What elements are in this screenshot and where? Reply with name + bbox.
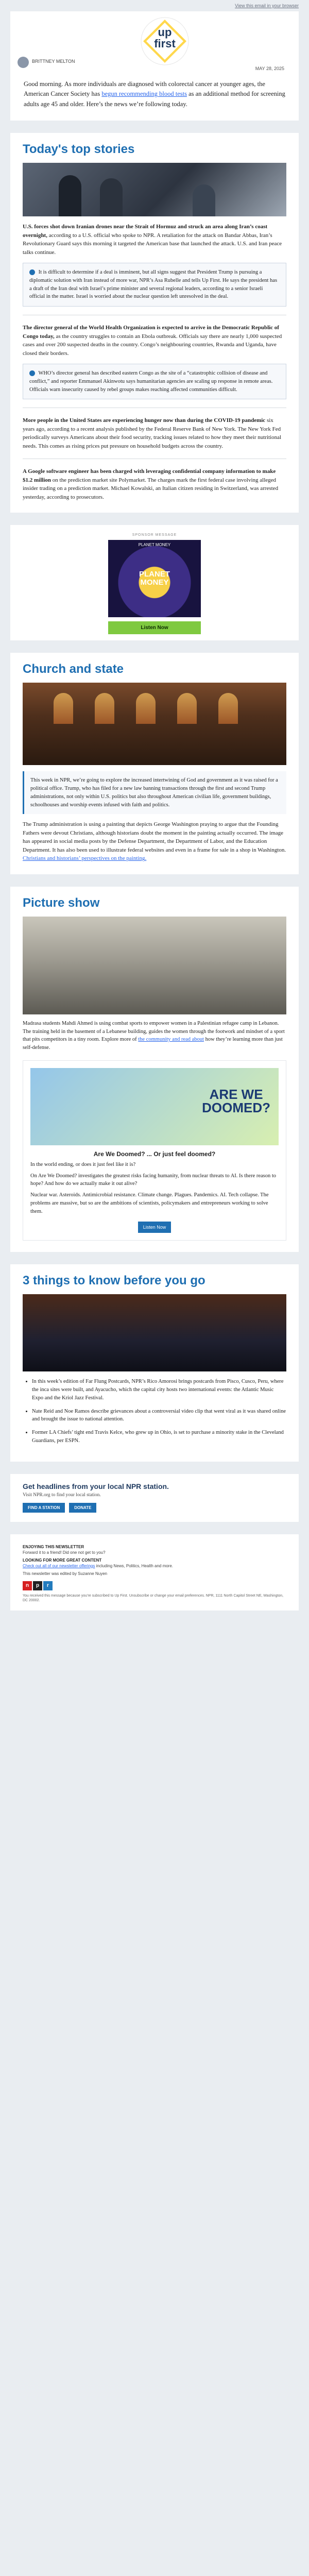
are-we-doomed-promo (23, 1060, 286, 1241)
intro-block (10, 72, 299, 121)
things-photo (23, 1294, 286, 1371)
info-icon (29, 269, 35, 275)
hero-figure (193, 184, 215, 216)
photo-window (218, 693, 238, 724)
top-stories-section (10, 133, 299, 513)
story-4-body: on the prediction market site Polymarket. The charges mark the first federal case involving alleged insider trading on a prediction market. Michael Kowalski, an Italian citizen residing in Switzerland, was arrested yesterday, according to prosecutors. (23, 477, 279, 500)
doomed-art-word (202, 1088, 270, 1114)
church-body-text: The Trump administration is using a painting that depicts George Washington praying to argue that the Founding Fathers were devout Christians, although historians doubt the moment in the painting actually occurred. The image has appeared in social media posts by the Defense Department, the Department of Labor, and the Education Department. It has also been used to illustrate federal websites and even in a frame for sale in a shop in Washington. (23, 821, 286, 853)
story-1-lead: U.S. forces shot down Iranian drones near the Strait of Hormuz and struck an area along Iran’s coast overnight, (23, 224, 268, 239)
logo-text (145, 27, 184, 49)
things-list (23, 1378, 286, 1445)
things-section (10, 1264, 299, 1461)
logo-line-1: up (158, 26, 172, 39)
picture-caption-text: Madrasa students Mahdi Ahmed is using combat sports to empower women in a Palestinian refugee camp in Lebanon. The training held in the basement of a Lebanese building, guides the women through the footwork and mindset of a sport that pits competitors in a tiny room. Explore more of (23, 1020, 285, 1043)
newsletter-header (10, 11, 299, 72)
local-headlines-buttons (23, 1503, 286, 1513)
top-stories-hero-photo (23, 163, 286, 216)
section-title-top-stories: Today's top stories (23, 142, 135, 157)
picture-caption (23, 1020, 286, 1052)
story-3 (23, 416, 286, 450)
bottom-spacer (0, 1611, 309, 1626)
story-2-note (23, 364, 286, 399)
npr-logo: n p r (23, 1581, 286, 1590)
story-1-note (23, 263, 286, 307)
local-headlines (10, 1474, 299, 1522)
list-item: • Nate Reid and Noe Ramos describe grievances about a controversial video clip that went viral as it was shared online and brought the issue to national attention. (32, 1408, 286, 1424)
photo-window (177, 693, 197, 724)
photo-window (136, 693, 156, 724)
local-headlines-sub: Visit NPR.org to find your local station. (23, 1492, 101, 1498)
picture-show-section (10, 887, 299, 1252)
author-byline: BRITTNEY MELTON (32, 59, 75, 64)
podcast-promo (10, 525, 299, 640)
story-3-body: six years ago, according to a recent analysis published by the Federal Reserve Bank of New York. The New York Fed periodically surveys Americans about their food security, tracking issues related to how they meet their nutritional needs. This comes as rising prices put pressure on household budgets across the country. (23, 417, 282, 449)
find-station-button[interactable]: FIND A STATION (23, 1503, 65, 1513)
intro-link[interactable]: begun recommending blood tests (101, 90, 187, 98)
intro-text-end: as an additional method for screening adults age 45 and older. Here’s the news we’re following today. (24, 90, 285, 108)
sponsor-label: SPONSOR MESSAGE (132, 533, 177, 537)
author-avatar (18, 57, 29, 68)
footer-legal: You received this message because you’re subscribed to Up First. Unsubscribe or change your email preferences. NPR, 1111 North Capitol Street NE, Washington, DC 20002. (23, 1594, 284, 1603)
doom-text-1: In the world ending, or does it just feel like it is? (30, 1161, 136, 1167)
footer-editor: This newsletter was edited by Suzanne Nuyen (23, 1571, 108, 1576)
intro-text: Good morning. As more individuals are diagnosed with colorectal cancer at younger ages, the American Cancer Society has (24, 80, 265, 98)
story-1-note-text: It is difficult to determine if a deal is imminent, but all signs suggest that President Trump is pursuing a diplomatic solution with Iran instead of more war, NPR’s Asa Rubelle and tells Up First. He says the president has a draft of the Iran deal with Israel’s prime minister and several regional leaders, according to a senior Israeli official in the matter. Israel is worried about the nuclear question left unresolved in the deal. (29, 269, 278, 300)
footer-newsletters-link[interactable]: Check out all of our newsletter offerings (23, 1563, 95, 1568)
story-2-body: as the country struggles to contain an Ebola outbreak. Officials say there are nearly 1,000 suspected cases and over 200 suspected deaths in the country. Congo’s neighbouring countries, Rwanda and Uganda, have closed their borders. (23, 333, 282, 357)
footer-text-1: Forward it to a friend! Did one not get to you? (23, 1550, 106, 1555)
section-title-picture-show: Picture show (23, 895, 100, 910)
footer-heading-1: ENJOYING THIS NEWSLETTER (23, 1544, 84, 1549)
church-link[interactable]: Christians and historians’ perspectives on the painting. (23, 855, 147, 862)
photo-window (95, 693, 114, 724)
section-title-things: 3 things to know before you go (23, 1274, 205, 1288)
story-1-body: according to a U.S. official who spoke to NPR. A retaliation for the attack on Bandar Abbas, Iran’s Revolutionary Guard says this morning it targeted the American base that launched the attack. U.S. and Iran peace talks continue. (23, 232, 282, 256)
story-2-note-text: WHO’s director general has described eastern Congo as the site of a “catastrophic collision of disease and conflict,” and reporter Emmanuel Akinwotu says humanitarian agencies are scaling up response in remote areas. Officials warn insecurity caused by rebel groups makes reaching affected communities difficult. (29, 370, 273, 393)
doom-listen-button[interactable]: Listen Now (138, 1222, 171, 1233)
picture-caption-link[interactable]: the community and read about (138, 1037, 204, 1043)
story-3-lead: More people in the United States are experiencing hunger now than during the COVID-19 pandemic (23, 417, 266, 424)
doomed-art-word-2: DOOMED? (202, 1099, 270, 1115)
photo-window (54, 693, 73, 724)
doom-title: Are We Doomed? ... Or just feel doomed? (93, 1150, 216, 1158)
doom-text-3: Nuclear war. Asteroids. Antimicrobial resistance. Climate change. Plagues. Pandemics. AI. Tech collapse. The problems are massive, but so are the ambitions of scientists, policymakers and entrepreneurs working to solve them. (30, 1192, 269, 1214)
doom-text-2: On Are We Doomed? investigates the greatest risks facing humanity, from nuclear threats to AI. Is there reason to hope? And how do we actually make it out alive? (30, 1173, 277, 1187)
footer-text-2 (23, 1564, 286, 1568)
church-photo (23, 683, 286, 765)
footer-text-2-end: including News, Politics, Health and more. (96, 1563, 174, 1568)
info-icon (29, 370, 35, 376)
story-2-lead: The director general of the World Health Organization is expected to arrive in the Democratic Republic of Congo today, (23, 325, 279, 340)
top-strip (0, 0, 309, 11)
church-body (23, 820, 286, 863)
planet-money-art[interactable] (108, 540, 201, 617)
donate-button[interactable]: DONATE (69, 1503, 96, 1513)
picture-show-photo (23, 917, 286, 1014)
list-item: • Former LA Chiefs’ tight end Travis Kelce, who grew up in Ohio, is set to purchase a minority stake in the Cleveland Guardians, per ESPN. (32, 1429, 286, 1445)
story-4-lead: A Google software engineer has been charged with leveraging confidential company information to make $1.2 million (23, 468, 276, 483)
podcast-brand: PLANET MONEY (138, 543, 171, 548)
podcast-art-line-1: PLANET (139, 569, 170, 579)
local-headlines-title: Get headlines from your local NPR station. (23, 1482, 169, 1490)
list-item: • In this week’s edition of Far Flung Postcards, NPR’s Rico Amorosi brings postcards from Pisco, Cusco, Peru, where the inca sites were built, and Ayacucho, which the capital city hosts two international events: the Atlantic Music Expo and the Kriol Jazz Festival. (32, 1378, 286, 1402)
story-2 (23, 324, 286, 358)
footer-heading-2: LOOKING FOR MORE GREAT CONTENT (23, 1557, 102, 1563)
podcast-art-line-2: MONEY (140, 578, 169, 587)
story-4 (23, 467, 286, 501)
church-state-section (10, 653, 299, 874)
picture-caption-end: how they’re learning more than just self-defense. (23, 1037, 283, 1051)
hero-figure (59, 175, 81, 216)
church-quote: This week in NPR, we’re going to explore the increased intertwining of God and government as it was raised for a political office. Trump, who has filed for a new law banning transactions through the first and second Trump administrations, not only within U.S. politics but also throughout American civilian life, government buildings, schoolhouses and worship events infused with faith and politics. (23, 771, 286, 814)
view-in-browser-link[interactable]: View this email in your browser (235, 3, 299, 8)
doomed-art-word-1: ARE WE (209, 1086, 263, 1102)
hero-figure (100, 178, 123, 216)
are-we-doomed-art[interactable] (30, 1068, 279, 1145)
podcast-listen-button[interactable]: Listen Now (108, 621, 201, 634)
logo-line-2: first (154, 37, 176, 50)
section-title-church: Church and state (23, 662, 124, 676)
story-1 (23, 223, 286, 257)
issue-date: MAY 28, 2025 (255, 66, 284, 71)
newsletter-footer (10, 1534, 299, 1611)
